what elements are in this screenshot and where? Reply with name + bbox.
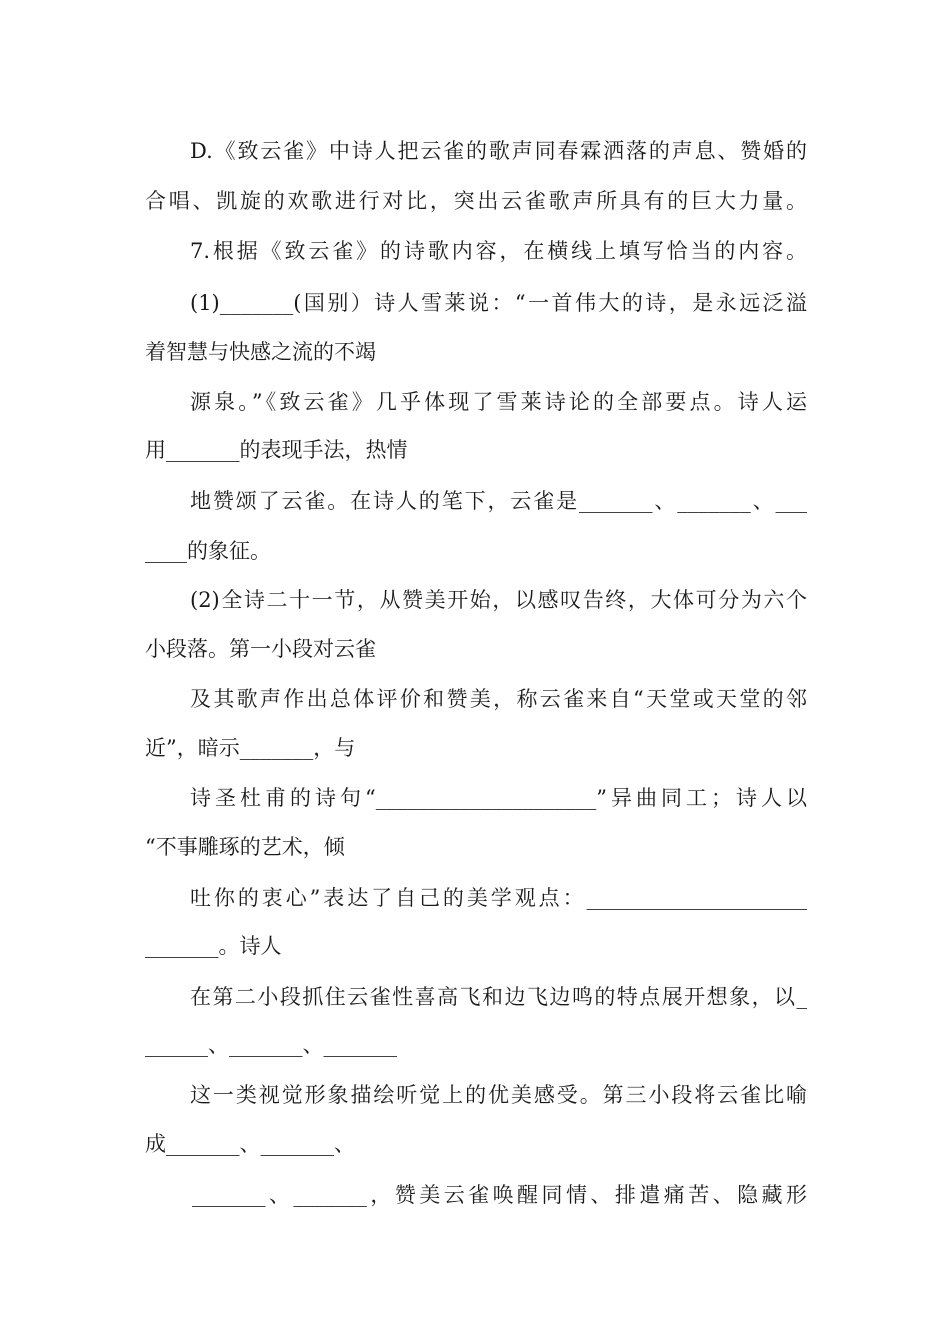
text-line-17: _______。诗人 xyxy=(145,934,282,958)
text-line-14: 诗圣杜甫的诗句“_____________________”异曲同工；诗人以 xyxy=(190,786,807,810)
text-line-21: 成_______、_______、 xyxy=(145,1132,355,1156)
text-line-5: 着智慧与快感之流的不竭 xyxy=(145,340,376,364)
text-line-13: 近”，暗示_______，与 xyxy=(145,736,356,760)
text-line-1: D.《致云雀》中诗人把云雀的歌声同春霖洒落的声息、赞婚的 xyxy=(190,139,807,163)
text-line-15: “不事雕琢的艺术，倾 xyxy=(145,835,345,859)
text-line-9: ____的象征。 xyxy=(145,539,271,563)
text-line-7: 用_______的表现手法，热情 xyxy=(145,438,408,462)
text-line-10: (2)全诗二十一节，从赞美开始，以感叹告终，大体可分为六个 xyxy=(190,588,807,612)
text-line-4: (1)_______(国别）诗人雪莱说：“一首伟大的诗，是永远泛溢 xyxy=(190,291,807,315)
text-line-20: 这一类视觉形象描绘听觉上的优美感受。第三小段将云雀比喻 xyxy=(190,1083,807,1107)
text-line-11: 小段落。第一小段对云雀 xyxy=(145,637,376,661)
text-line-19: ______、_______、_______ xyxy=(145,1033,397,1057)
text-line-22: _______、_______，赞美云雀唤醒同情、排遣痛苦、隐藏形 xyxy=(192,1183,807,1207)
text-line-8: 地赞颂了云雀。在诗人的笔下，云雀是_______、_______、___ xyxy=(190,489,807,513)
text-line-16: 吐你的衷心”表达了自己的美学观点：_____________________ xyxy=(190,886,807,910)
text-line-6: 源泉。”《致云雀》几乎体现了雪莱诗论的全部要点。诗人运 xyxy=(190,390,807,414)
text-line-2: 合唱、凯旋的欢歌进行对比，突出云雀歌声所具有的巨大力量。 xyxy=(145,189,807,213)
text-line-12: 及其歌声作出总体评价和赞美，称云雀来自“天堂或天堂的邻 xyxy=(190,687,807,711)
text-line-18: 在第二小段抓住云雀性喜高飞和边飞边鸣的特点展开想象，以_ xyxy=(190,985,807,1009)
question-7-title: 7.根据《致云雀》的诗歌内容，在横线上填写恰当的内容。 xyxy=(190,239,807,263)
